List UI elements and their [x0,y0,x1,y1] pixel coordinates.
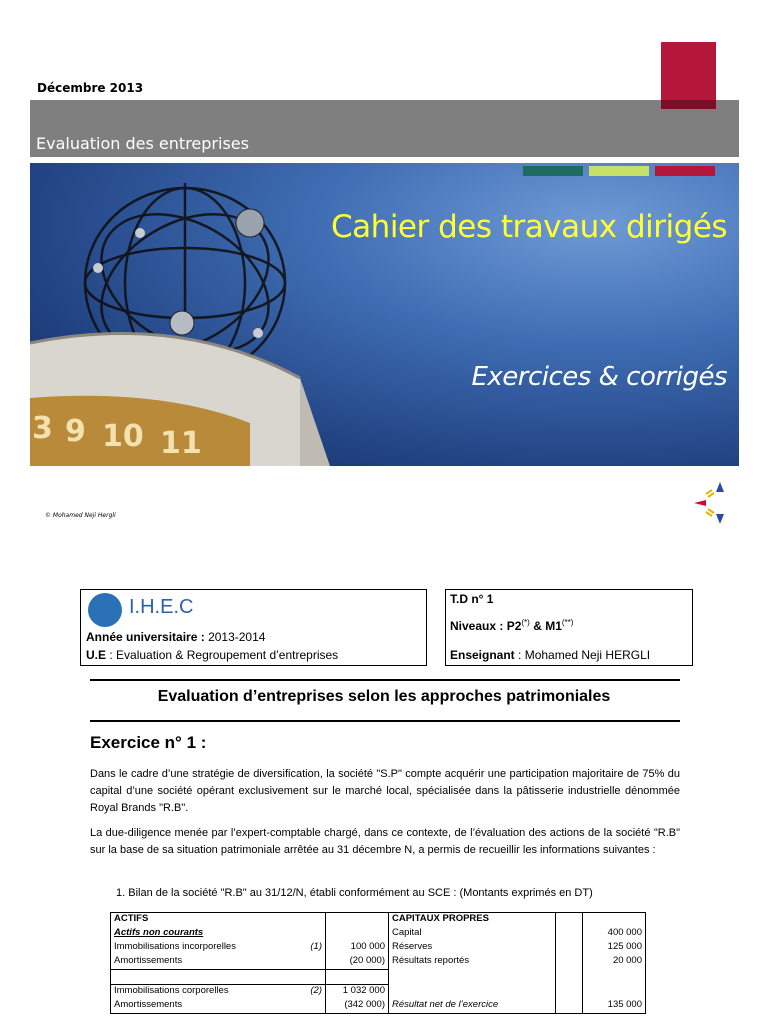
level-m1: M1 [545,619,562,633]
imm-corp-value: 1 032 000 [326,985,389,1000]
course-unit [86,648,338,662]
imm-incorp-value: 100 000 [326,941,389,955]
copyright-notice: © Mohamed Neji Hergli [45,512,116,519]
publisher-logo-icon [690,480,726,526]
subject-bar [30,100,739,157]
exercise-item-1: 1. Bilan de la société "R.B" au 31/12/N, établi conformément au SCE : (Montants exprimés en DT) [116,887,593,899]
resultats-reportes-value: 20 000 [583,955,646,970]
capital-value: 400 000 [583,927,646,941]
td-number: T.D n° 1 [450,592,494,606]
exercise-paragraph-2: La due-diligence menée par l’expert-comptable chargé, dans ce contexte, de l’évaluation des actions de la société "R.B" sur la base de sa situation patrimoniale arrêtée au 31 décembre N, a permis de recueillir les informations suivantes : [90,827,680,856]
institution-header-box [80,589,427,666]
reserves-label: Réserves [389,941,556,955]
levels-label: Niveaux : [450,619,504,633]
subject-label: Evaluation des entreprises [36,134,249,153]
divider-top [90,679,680,681]
teacher [450,648,650,662]
teal-swatch [523,166,583,176]
exercise-title: Exercice n° 1 : [90,733,207,752]
amort-1-label: Amortissements [111,955,326,970]
svg-text:9: 9 [65,414,86,449]
table-row [111,927,646,941]
levels [450,618,573,633]
cover-date: Décembre 2013 [37,81,144,95]
table-row [111,913,646,928]
table-row [111,970,646,985]
levels-amp: & [533,619,542,633]
resultats-reportes-label: Résultats reportés [389,955,556,970]
sphere-ball-icon [236,209,264,237]
section-title: Evaluation d’entreprises selon les approches patrimoniales [157,688,611,705]
imm-incorp-ref: (1) [310,941,322,952]
amort-2-value: (342 000) [326,999,389,1014]
academic-year-label: Année universitaire : [86,630,205,644]
course-unit-label: U.E [86,648,107,662]
teacher-name: : Mohamed Neji HERGLI [518,648,651,662]
header-capitaux: CAPITAUX PROPRES [392,913,489,924]
table-row [111,941,646,955]
red-accent-block [661,42,716,101]
academic-year [86,630,265,644]
svg-text:3: 3 [32,411,53,446]
course-unit-value: : Evaluation & Regroupement d’entreprises [109,648,339,662]
header-actifs: ACTIFS [114,913,149,924]
table-row [111,955,646,970]
cover-subtitle: Exercices & corrigés [471,362,727,392]
amort-2-label: Amortissements [111,999,326,1014]
lime-swatch [589,166,649,176]
exercise-paragraph-1: Dans le cadre d’une stratégie de diversification, la société "S.P" compte acquérir une participation majoritaire de 75% du capital d’une société opérant exclusivement sur le marché local, spécialisée dans la pâtisserie industrielle dénommée Royal Brands "R.B". [90,768,680,814]
imm-corp-label: Immobilisations corporelles [114,985,229,996]
amort-1-value: (20 000) [326,955,389,970]
reserves-value: 125 000 [583,941,646,955]
td-header-box [445,589,693,666]
table-row [111,999,646,1014]
cover-banner [30,163,739,466]
level-p2: P2 [506,619,522,633]
resultat-net-value: 135 000 [583,999,646,1014]
level-m1-note: (**) [561,618,574,627]
academic-year-value: 2013-2014 [208,630,266,644]
actifs-non-courants: Actifs non courants [114,927,204,938]
red-swatch [655,166,715,176]
level-p2-note: (*) [521,618,530,627]
imm-corp-ref: (2) [310,985,322,996]
svg-text:10: 10 [102,419,144,454]
red-accent-shadow [661,100,716,109]
ihec-logo-icon [88,593,122,627]
teacher-label: Enseignant [450,648,515,662]
svg-text:11: 11 [160,426,202,461]
institution-name: I.H.E.C [129,596,194,618]
resultat-net-label: Résultat net de l’exercice [392,999,499,1010]
cover-title: Cahier des travaux dirigés [331,209,727,245]
divider-bottom [90,720,680,722]
table-row [111,985,646,1000]
imm-incorp-label: Immobilisations incorporelles [114,941,236,952]
capital-label: Capital [389,927,556,941]
balance-sheet-table [110,912,646,1014]
